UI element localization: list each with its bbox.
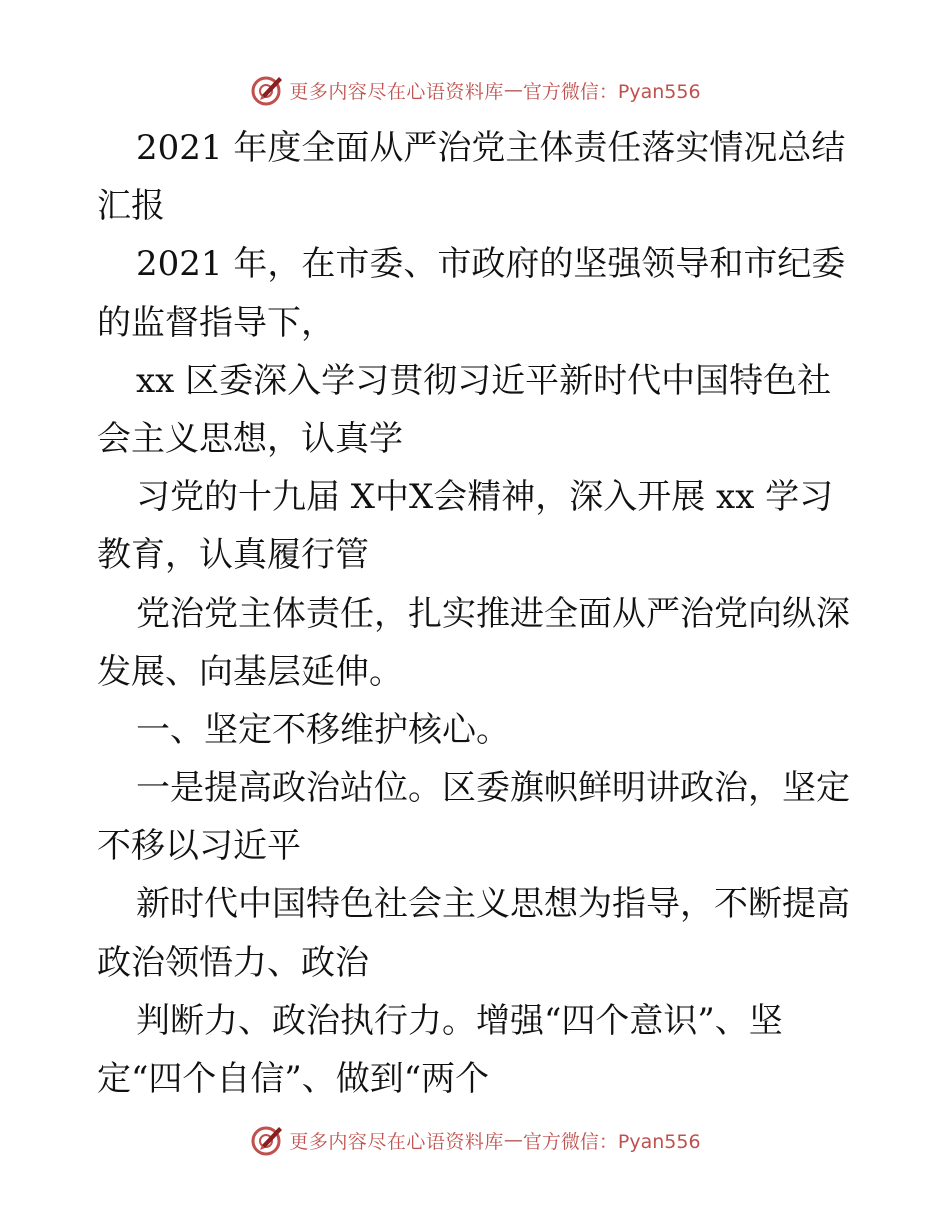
watermark-dash: — — [503, 1129, 523, 1151]
doc-line: 2021 年，在市委、市政府的坚强领导和市纪委 — [136, 244, 846, 285]
doc-line: 教育，认真履行管 — [97, 535, 369, 576]
header-watermark — [0, 70, 950, 110]
doc-line: 汇报 — [97, 186, 165, 227]
doc-line: 的监督指导下， — [97, 302, 335, 343]
doc-line: 不移以习近平 — [97, 826, 301, 867]
watermark-contact: 官方微信：Pyan556 — [522, 80, 701, 103]
doc-line: 定“四个自信”、做到“两个 — [97, 1059, 490, 1099]
doc-line: 发展、向基层延伸。 — [97, 651, 403, 692]
doc-line: 新时代中国特色社会主义思想为指导，不断提高 — [136, 884, 850, 925]
watermark-text: 更多内容尽在心语资料库 — [289, 80, 504, 103]
watermark-text: 更多内容尽在心语资料库 — [289, 1130, 504, 1153]
pen-logo-icon — [249, 72, 285, 108]
doc-line: xx 区委深入学习贯彻习近平新时代中国特色社 — [136, 360, 832, 401]
footer-watermark — [0, 1120, 950, 1160]
pen-logo-icon — [249, 1122, 285, 1158]
doc-line: 党治党主体责任，扎实推进全面从严治党向纵深 — [136, 593, 850, 634]
doc-line: 判断力、政治执行力。增强“四个意识”、坚 — [136, 1000, 783, 1041]
doc-line: 习党的十九届 X中X会精神，深入开展 xx 学习 — [136, 477, 834, 518]
watermark-contact: 官方微信：Pyan556 — [522, 1130, 701, 1153]
doc-line: 政治领悟力、政治 — [97, 942, 369, 983]
doc-line: 2021 年度全面从严治党主体责任落实情况总结 — [136, 128, 846, 168]
doc-heading: 一、坚定不移维护核心。 — [136, 709, 510, 750]
document-body — [0, 119, 950, 1108]
watermark-dash: — — [503, 79, 523, 101]
doc-line: 一是提高政治站位。区委旗帜鲜明讲政治，坚定 — [136, 768, 850, 809]
doc-line: 会主义思想，认真学 — [97, 418, 403, 459]
